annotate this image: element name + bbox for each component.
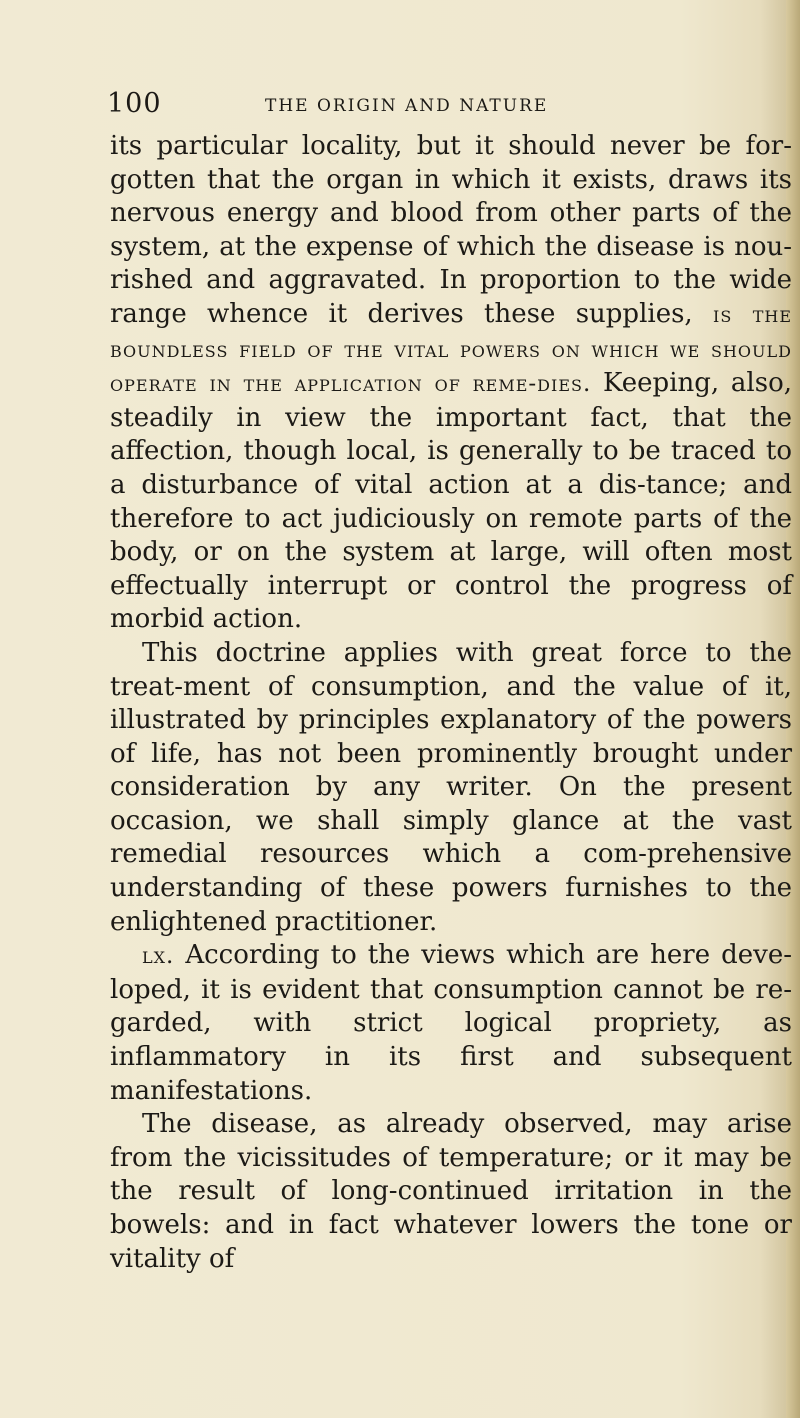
text-segment: This doctrine applies with great force to the treat-ment of consumption, and the value of it, illustrated by principles explanatory of the powers of life, has not been prominently brought under consideration by any writer. On the present occasion, we shall simply glance at the vast remedial resources which a com-prehensive understanding of these powers furnishes to the enlightened practitioner.: [110, 637, 792, 937]
page-number: 100: [107, 88, 162, 119]
text-segment: Keeping, also, steadily in view the important fact, that the affection, though local, is generally to be traced to a disturbance of vital action at a dis-tance; and therefore to act judiciously on remote parts of the body, or on the system at large, will often most effectually interrupt or control the progress of morbid action.: [110, 368, 793, 635]
running-head: THE ORIGIN AND NATURE: [265, 96, 549, 116]
paragraph: [110, 1108, 792, 1276]
text-segment: its particular locality, but it should never be for-gotten that the organ in which it exists, draws its nervous energy and blood from other parts of the system, at the expense of which the disease is nou-rished and aggravated. In proportion to the wide range whence it derives these supplies,: [110, 131, 792, 329]
section-number: lx.: [142, 943, 175, 970]
paragraph: [110, 637, 792, 939]
paragraph-section-lx: [110, 939, 792, 1108]
paragraph: [110, 130, 792, 637]
small-caps-segment: is the boundless field of the vital powers on which we should operate in the application of reme-dies.: [110, 301, 792, 398]
text-segment: According to the views which are here deve-loped, it is evident that consumption cannot be re-garded, with strict logical propriety, as inflammatory in its first and subsequent manifestations.: [110, 940, 792, 1106]
page-header: [107, 88, 707, 128]
text-segment: The disease, as already observed, may arise from the vicissitudes of temperature; or it may be the result of long-continued irritation in the bowels: and in fact whatever lowers the tone or vitality of: [110, 1109, 792, 1274]
body-text: [110, 130, 792, 1276]
